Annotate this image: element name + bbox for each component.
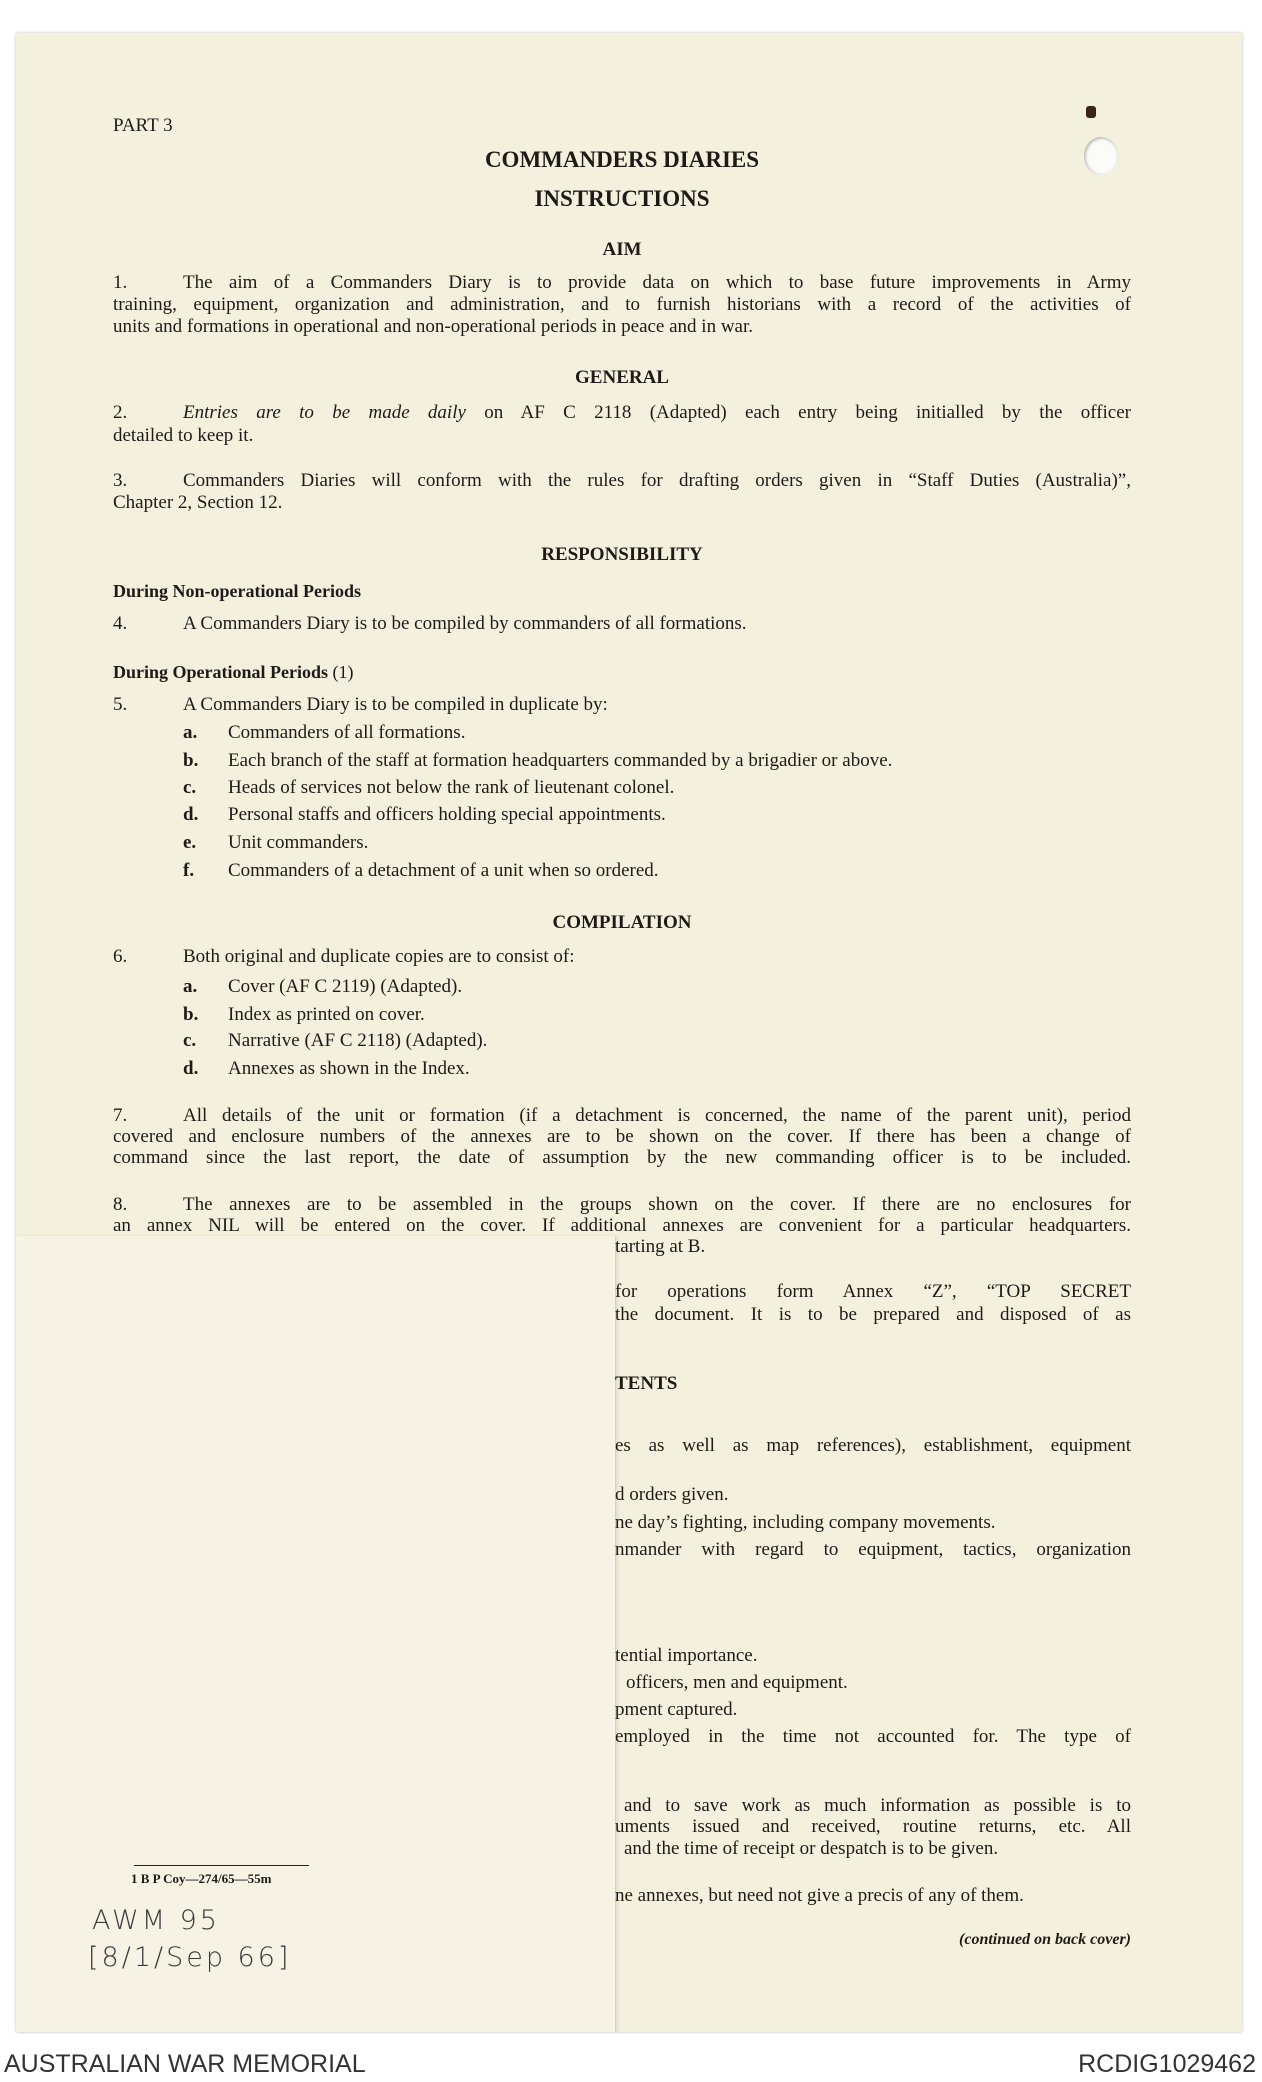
item-letter: a.: [183, 976, 198, 997]
item-text: Narrative (AF C 2118) (Adapted).: [228, 1030, 488, 1051]
para-number: 7.: [113, 1105, 128, 1126]
para-8-line: tarting at B.: [615, 1236, 706, 1257]
contents-partial-line: employed in the time not accounted for. The type of: [615, 1726, 1131, 1747]
continued-note: (continued on back cover): [959, 1931, 1131, 1948]
contents-partial-line: nmander with regard to equipment, tactics, organization: [615, 1539, 1131, 1560]
para-1-line: The aim of a Commanders Diary is to provide data on which to base future improvements in Army: [183, 272, 1131, 293]
item-letter: e.: [183, 832, 197, 853]
item-letter: c.: [183, 777, 197, 798]
para-7-line: All details of the unit or formation (if a detachment is concerned, the name of the parent unit), period: [183, 1105, 1131, 1126]
contents-partial-line: and the time of receipt or despatch is to be given.: [624, 1838, 999, 1859]
item-text: Personal staffs and officers holding special appointments.: [228, 804, 666, 825]
para-number: 8.: [113, 1194, 128, 1215]
contents-partial-line: officers, men and equipment.: [626, 1672, 848, 1693]
para-7-line: command since the last report, the date of assumption by the new commanding officer is to be included.: [113, 1147, 1131, 1168]
item-letter: a.: [183, 722, 198, 743]
subheading-text: During Operational Periods: [113, 662, 328, 682]
handwritten-date: [8/1/Sep 66]: [88, 1942, 292, 1973]
contents-partial-line: uments issued and received, routine returns, etc. All: [615, 1816, 1131, 1837]
heading-responsibility: RESPONSIBILITY: [541, 544, 703, 565]
para-7-line: covered and enclosure numbers of the annexes are to be shown on the cover. If there has been a change of: [113, 1126, 1131, 1147]
staple-mark: [1086, 106, 1096, 118]
item-letter: b.: [183, 1004, 199, 1025]
para-number: 3.: [113, 470, 128, 491]
item-text: Heads of services not below the rank of lieutenant colonel.: [228, 777, 675, 798]
contents-partial-line: pment captured.: [615, 1699, 738, 1720]
item-letter: c.: [183, 1030, 197, 1051]
part-label: PART 3: [113, 115, 173, 136]
para-number: 4.: [113, 613, 128, 634]
contents-partial-line: ne annexes, but need not give a precis of any of them.: [615, 1885, 1024, 1906]
printer-imprint: 1 B P Coy—274/65—55m: [131, 1871, 272, 1886]
item-letter: f.: [183, 860, 195, 881]
para-1-line: units and formations in operational and non-operational periods in peace and in war.: [113, 316, 754, 337]
heading-contents-partial: TENTS: [615, 1373, 678, 1394]
footer-catalogue-id: RCDIG1029462: [1078, 2050, 1256, 2078]
footer-institution: AUSTRALIAN WAR MEMORIAL: [4, 2050, 366, 2078]
item-text: Index as printed on cover.: [228, 1004, 425, 1025]
contents-partial-line: ne day’s fighting, including company movements.: [615, 1512, 996, 1533]
para-8-line: The annexes are to be assembled in the groups shown on the cover. If there are no enclosures for: [183, 1194, 1131, 1215]
heading-compilation: COMPILATION: [552, 912, 692, 933]
para-3-line: Commanders Diaries will conform with the rules for drafting orders given in “Staff Duties (Australia)”,: [183, 470, 1131, 491]
heading-general: GENERAL: [575, 367, 669, 388]
item-text: Cover (AF C 2119) (Adapted).: [228, 976, 463, 997]
contents-partial-line: d orders given.: [615, 1484, 729, 1505]
para-number: 6.: [113, 946, 128, 967]
contents-partial-line: and to save work as much information as possible is to: [624, 1795, 1131, 1816]
heading-aim: AIM: [602, 239, 642, 260]
item-text: Unit commanders.: [228, 832, 369, 853]
para-4: A Commanders Diary is to be compiled by commanders of all formations.: [183, 613, 747, 634]
para-6: Both original and duplicate copies are to consist of:: [183, 946, 575, 967]
para-number: 2.: [113, 402, 128, 423]
handwritten-reference: AWM 95: [92, 1905, 220, 1936]
contents-partial-line: es as well as map references), establishment, equipment: [615, 1435, 1131, 1456]
item-letter: d.: [183, 1058, 199, 1079]
subheading-operational: [113, 661, 354, 683]
para-8-line: an annex NIL will be entered on the cover. If additional annexes are convenient for a particular headquarters.: [113, 1215, 1131, 1236]
para-2-line: detailed to keep it.: [113, 425, 254, 446]
document-subtitle: INSTRUCTIONS: [534, 186, 710, 211]
para-1-line: training, equipment, organization and administration, and to furnish historians with a record of the activities of: [113, 294, 1131, 315]
subheading-note: (1): [332, 662, 354, 682]
item-letter: b.: [183, 750, 199, 771]
document-title: COMMANDERS DIARIES: [484, 147, 760, 172]
item-text: Commanders of a detachment of a unit when so ordered.: [228, 860, 659, 881]
imprint-rule: [134, 1865, 309, 1866]
para-2-line: [183, 402, 1131, 424]
para-2-rest: on AF C 2118 (Adapted) each entry being initialled by the officer: [465, 402, 1131, 423]
item-text: Commanders of all formations.: [228, 722, 466, 743]
para-3-line: Chapter 2, Section 12.: [113, 492, 283, 513]
para-number: 1.: [113, 272, 128, 293]
para-9-partial-line: for operations form Annex “Z”, “TOP SECRET: [615, 1281, 1131, 1302]
contents-partial-line: tential importance.: [615, 1645, 758, 1666]
item-text: Each branch of the staff at formation headquarters commanded by a brigadier or above.: [228, 750, 893, 771]
para-9-partial-line: the document. It is to be prepared and disposed of as: [615, 1304, 1131, 1325]
para-number: 5.: [113, 694, 128, 715]
para-2-emphasis: Entries are to be made daily: [183, 402, 466, 423]
item-letter: d.: [183, 804, 199, 825]
item-text: Annexes as shown in the Index.: [228, 1058, 470, 1079]
para-5: A Commanders Diary is to be compiled in duplicate by:: [183, 694, 608, 715]
subheading-non-operational: During Non-operational Periods: [113, 581, 362, 601]
